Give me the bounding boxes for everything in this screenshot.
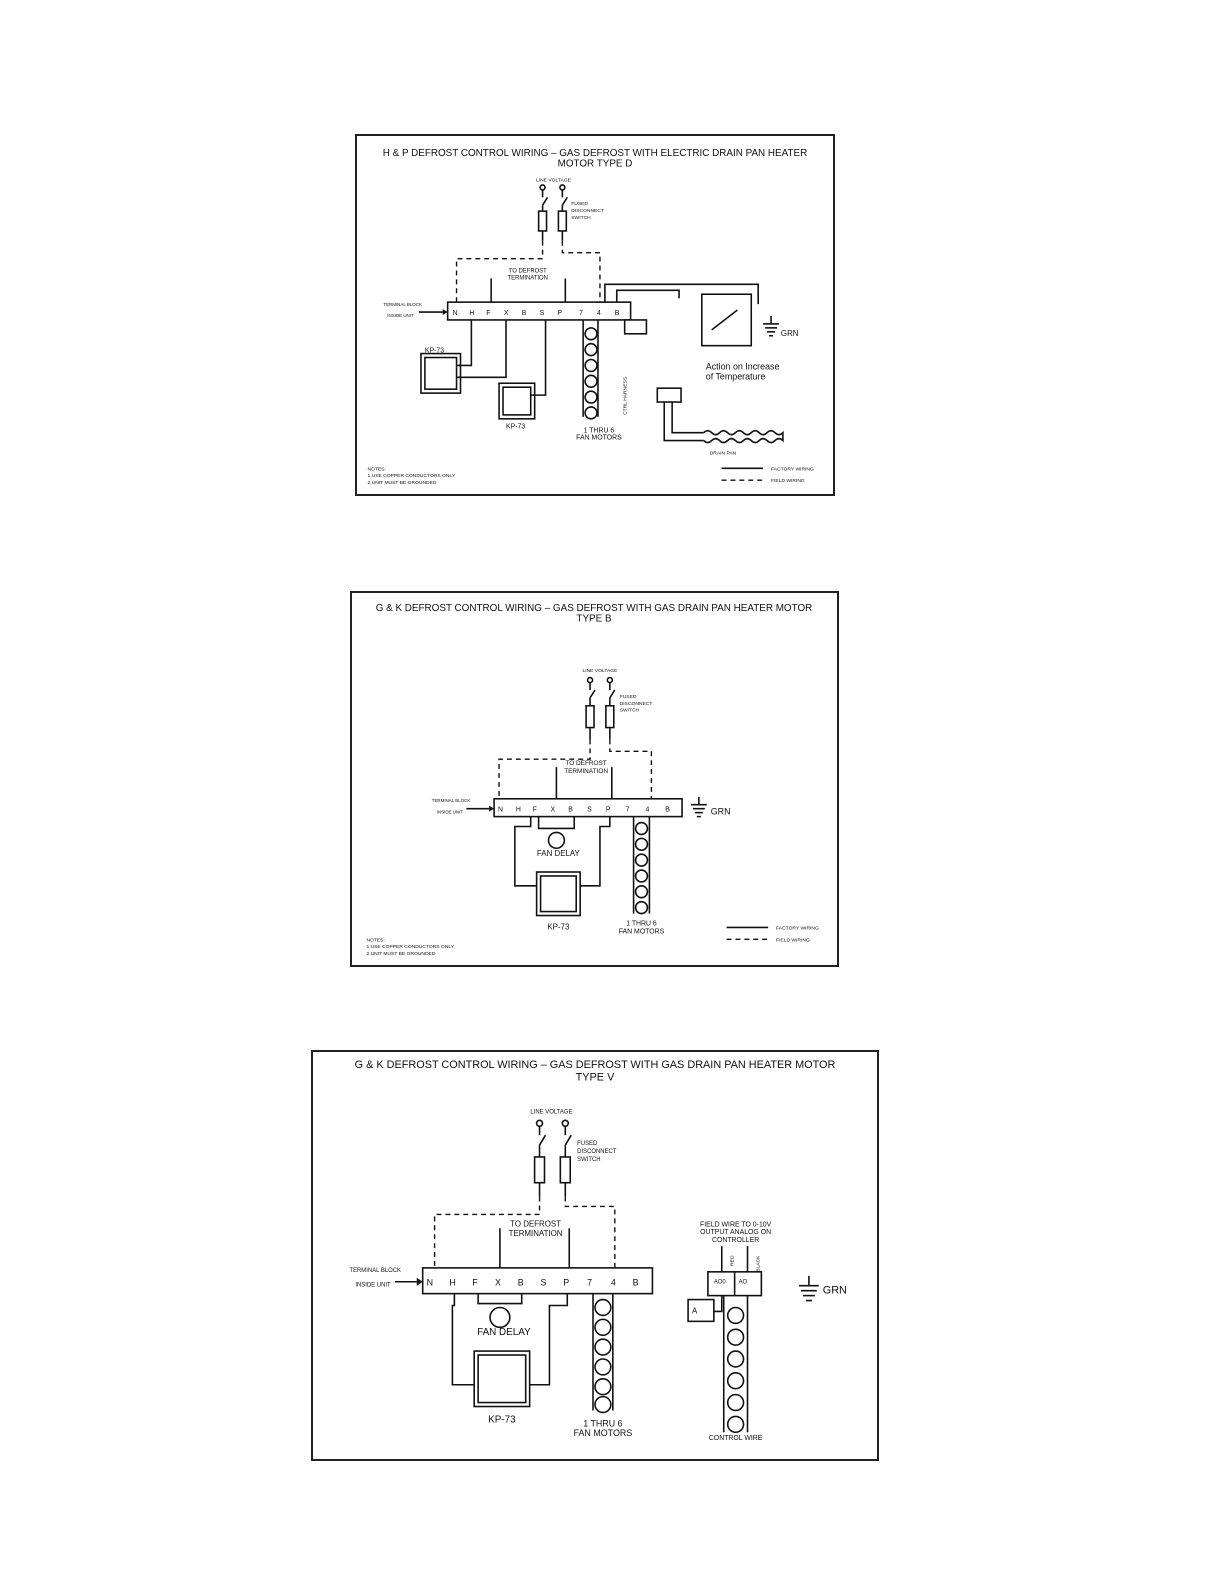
note-1: 1.USE COPPER CONDUCTORS ONLY bbox=[366, 945, 455, 951]
fan-motors-label-2: FAN MOTORS bbox=[576, 434, 622, 442]
fused-disconnect-switch bbox=[539, 185, 568, 241]
control-wire-label: CONTROL WIRE bbox=[708, 1435, 763, 1443]
terminal-h: H bbox=[515, 806, 521, 814]
ground-label: GRN bbox=[710, 806, 731, 817]
terminal-block-label-2: INSIDE UNIT bbox=[436, 809, 464, 815]
fan-delay-label: FAN DELAY bbox=[477, 1327, 531, 1339]
analog-term-1: AO0 bbox=[713, 1279, 726, 1286]
terminal-p: P bbox=[557, 310, 563, 317]
terminal-block bbox=[494, 799, 682, 817]
terminal-4: 4 bbox=[645, 806, 650, 814]
fan-motors bbox=[634, 817, 650, 914]
note-2: 2.UNIT MUST BE GROUNDED bbox=[367, 481, 437, 487]
relay-c bbox=[625, 320, 647, 334]
field-wire-label-2: OUTPUT ANALOG ON bbox=[700, 1229, 772, 1237]
control-wire-motors bbox=[724, 1296, 748, 1433]
terminal-block-label-1: TERMINAL BLOCK bbox=[349, 1267, 402, 1274]
fused-switch-label-1: FUSED bbox=[619, 694, 637, 700]
terminal-p: P bbox=[605, 806, 611, 814]
terminal-n: N bbox=[452, 310, 458, 317]
wiring-diagram-gk-type-b bbox=[350, 591, 839, 967]
to-defrost-label-1: TO DEFROST bbox=[510, 1219, 561, 1229]
legend-field-wiring: FIELD WIRING bbox=[776, 938, 810, 944]
fan-motors bbox=[583, 320, 598, 419]
ground-symbol bbox=[691, 797, 707, 817]
to-defrost-label-2: TERMINATION bbox=[508, 1229, 563, 1239]
kp73-label: KP-73 bbox=[547, 922, 570, 932]
terminal-block-label-2: INSIDE UNIT bbox=[387, 312, 414, 318]
kp73-label: KP-73 bbox=[488, 1414, 516, 1426]
terminal-7: 7 bbox=[579, 310, 584, 317]
diagram-subtitle: TYPE V bbox=[575, 1071, 615, 1084]
terminal-4: 4 bbox=[610, 1277, 616, 1288]
thermostat-note-2: of Temperature bbox=[705, 371, 766, 382]
terminal-block-label-1: TERMINAL BLOCK bbox=[431, 797, 471, 803]
terminal-x: X bbox=[504, 310, 509, 317]
field-wire-label-3: CONTROLLER bbox=[711, 1237, 760, 1245]
terminal-block bbox=[448, 302, 631, 320]
terminal-7: 7 bbox=[625, 806, 630, 814]
terminal-4: 4 bbox=[596, 310, 601, 317]
terminal-x: X bbox=[494, 1277, 501, 1288]
ground-label: GRN bbox=[822, 1284, 847, 1297]
notes-heading: NOTES: bbox=[367, 467, 386, 473]
terminal-block-label-1: TERMINAL BLOCK bbox=[383, 302, 422, 308]
diagram-subtitle: MOTOR TYPE D bbox=[557, 158, 633, 170]
fused-switch-label-3: SWITCH bbox=[577, 1156, 601, 1163]
field-wire-line-2 bbox=[565, 1197, 615, 1270]
diagram-gk-type-v-drawing bbox=[313, 1052, 877, 1459]
drain-pan-label: DRAIN PAN bbox=[709, 451, 737, 457]
fan-motors-label-2: FAN MOTORS bbox=[618, 928, 665, 936]
terminal-s: S bbox=[587, 806, 592, 814]
diagram-title: G & K DEFROST CONTROL WIRING – GAS DEFROST WITH GAS DRAIN PAN HEATER MOTOR bbox=[354, 1058, 836, 1071]
terminal-n: N bbox=[426, 1277, 434, 1288]
diagram-title: G & K DEFROST CONTROL WIRING – GAS DEFROST WITH GAS DRAIN PAN HEATER MOTOR bbox=[375, 602, 813, 614]
fan-motors bbox=[593, 1294, 613, 1413]
terminal-p: P bbox=[563, 1277, 570, 1288]
fan-motors-label-2: FAN MOTORS bbox=[573, 1428, 633, 1439]
terminal-b2: B bbox=[614, 310, 620, 317]
relay-a-label: A bbox=[692, 1306, 698, 1316]
terminal-n: N bbox=[498, 806, 504, 814]
fused-switch-label-2: DISCONNECT bbox=[571, 209, 604, 215]
wiring-diagram-gk-type-v bbox=[311, 1050, 879, 1461]
terminal-b2: B bbox=[665, 806, 670, 814]
drain-pan-heater bbox=[704, 431, 783, 443]
ground-label: GRN bbox=[780, 328, 799, 338]
fan-delay-relay bbox=[490, 1307, 510, 1327]
to-defrost-label-2: TERMINATION bbox=[507, 275, 548, 282]
fan-motors-label-1: 1 THRU 6 bbox=[626, 920, 657, 928]
fan-motors-label-1: 1 THRU 6 bbox=[583, 1418, 623, 1429]
terminal-b: B bbox=[521, 310, 527, 317]
note-2: 2.UNIT MUST BE GROUNDED bbox=[366, 952, 436, 958]
field-wire-label-1: FIELD WIRE TO 0-10V bbox=[699, 1221, 772, 1229]
diagram-hp-type-d-drawing bbox=[357, 136, 833, 494]
to-defrost-label-2: TERMINATION bbox=[564, 768, 608, 776]
ground-symbol bbox=[763, 316, 779, 336]
line-voltage-label: LINE VOLTAGE bbox=[535, 178, 571, 184]
fused-disconnect-switch bbox=[535, 1120, 572, 1196]
terminal-h: H bbox=[469, 310, 475, 317]
terminal-s: S bbox=[540, 1277, 547, 1288]
notes-heading: NOTES: bbox=[366, 938, 385, 944]
fused-switch-label-2: DISCONNECT bbox=[619, 701, 653, 707]
note-1: 1.USE COPPER CONDUCTORS ONLY bbox=[367, 474, 456, 480]
terminal-7: 7 bbox=[587, 1277, 593, 1288]
fused-switch-label-3: SWITCH bbox=[571, 216, 591, 222]
diagram-subtitle: TYPE B bbox=[576, 613, 612, 625]
fan-delay-label: FAN DELAY bbox=[536, 849, 580, 859]
terminal-b2: B bbox=[632, 1277, 639, 1288]
diagram-title: H & P DEFROST CONTROL WIRING – GAS DEFROST WITH ELECTRIC DRAIN PAN HEATER bbox=[382, 147, 808, 159]
fan-delay-relay bbox=[548, 832, 564, 848]
terminal-f: F bbox=[486, 310, 491, 317]
field-wire-line-2 bbox=[562, 241, 600, 304]
fused-switch-label-1: FUSED bbox=[577, 1141, 598, 1148]
terminal-s: S bbox=[539, 310, 545, 317]
terminal-block bbox=[423, 1268, 653, 1294]
wire-color-red: RED bbox=[730, 1255, 736, 1266]
terminal-block-label-2: INSIDE UNIT bbox=[355, 1282, 391, 1289]
fused-switch-label-1: FUSED bbox=[571, 202, 588, 208]
terminal-f: F bbox=[472, 1277, 478, 1288]
fused-disconnect-switch bbox=[586, 678, 615, 740]
analog-term-2: AO bbox=[738, 1279, 748, 1286]
line-voltage-label: LINE VOLTAGE bbox=[530, 1109, 573, 1116]
kp73-label-2: KP-73 bbox=[505, 423, 526, 431]
drain-pan-relay bbox=[657, 388, 681, 402]
terminal-f: F bbox=[532, 806, 537, 814]
terminal-h: H bbox=[449, 1277, 456, 1288]
line-voltage-label: LINE VOLTAGE bbox=[582, 669, 618, 675]
fused-switch-label-3: SWITCH bbox=[619, 708, 640, 714]
to-defrost-label-1: TO DEFROST bbox=[508, 268, 547, 275]
field-wire-line-2 bbox=[610, 739, 652, 800]
legend-field-wiring: FIELD WIRING bbox=[771, 479, 805, 485]
fused-switch-label-2: DISCONNECT bbox=[577, 1149, 617, 1156]
thermostat bbox=[702, 294, 751, 345]
kp73-label-1: KP-73 bbox=[424, 347, 445, 355]
legend-factory-wiring: FACTORY WIRING bbox=[776, 926, 819, 932]
wire-color-black: BLACK bbox=[756, 1255, 762, 1272]
diagram-gk-type-b-drawing bbox=[352, 593, 837, 965]
to-defrost-label-1: TO DEFROST bbox=[565, 760, 607, 768]
terminal-x: X bbox=[550, 806, 556, 814]
terminal-b: B bbox=[568, 806, 573, 814]
legend-factory-wiring: FACTORY WIRING bbox=[771, 467, 814, 473]
wiring-diagram-hp-type-d bbox=[355, 134, 835, 496]
ground-symbol bbox=[799, 1276, 819, 1301]
fan-motors-label-1: 1 THRU 6 bbox=[583, 427, 615, 435]
ctrl-harness-label: CTRL HARNESS bbox=[623, 376, 629, 415]
thermostat-note-1: Action on Increase bbox=[705, 361, 780, 372]
terminal-b: B bbox=[517, 1277, 524, 1288]
